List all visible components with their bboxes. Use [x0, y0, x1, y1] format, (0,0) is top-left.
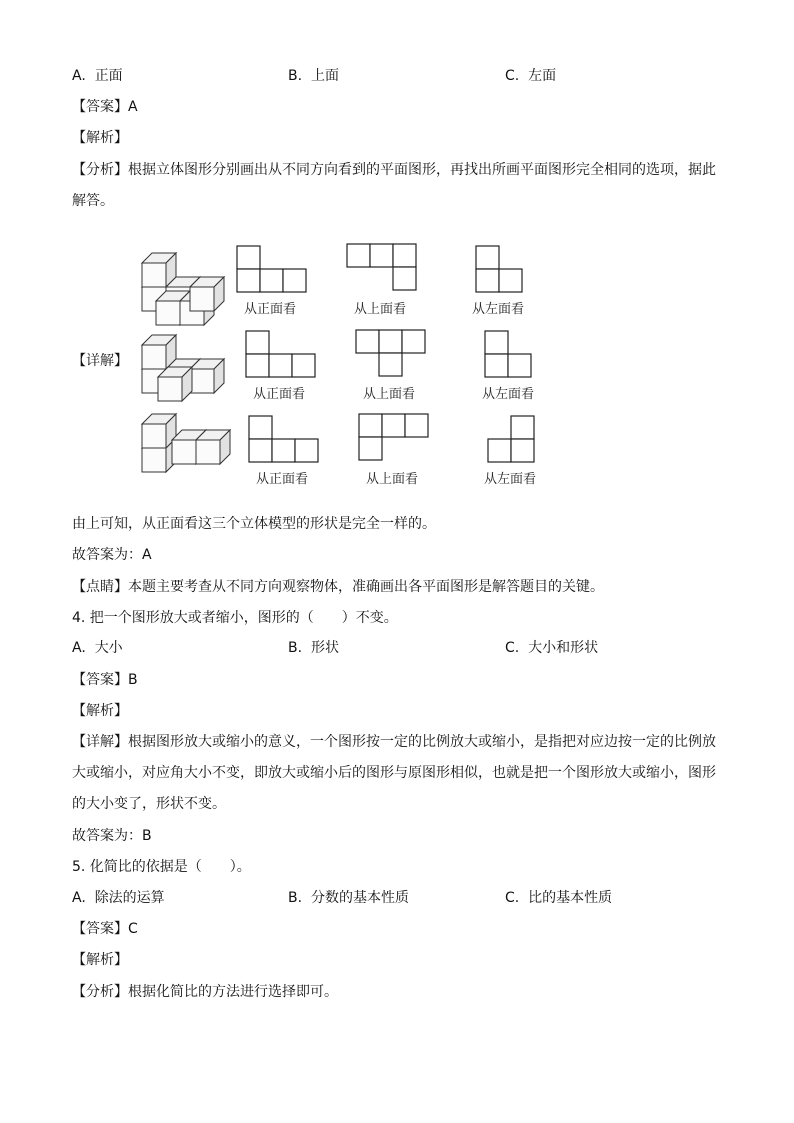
row2-front-view — [246, 331, 315, 377]
row1-left-label: 从左面看 — [471, 302, 525, 317]
row1-top-label: 从上面看 — [353, 302, 407, 317]
q3-conclusion: 由上可知，从正面看这三个立体模型的形状是完全一样的。 — [72, 516, 436, 532]
solid-1 — [142, 253, 224, 325]
q3-fenxi: 【分析】根据立体图形分别画出从不同方向看到的平面图形，再找出所画平面图形完全相同的选项，据此 — [72, 162, 716, 178]
three-view-figure — [0, 230, 794, 500]
row1-front-label: 从正面看 — [243, 302, 297, 317]
row1-left-view — [476, 246, 522, 292]
q4-stem: 4. 把一个图形放大或者缩小，图形的（ ）不变。 — [72, 610, 398, 626]
q5-option-b: B. 分数的基本性质 — [288, 890, 409, 906]
q3-answer: 【答案】A — [72, 99, 138, 115]
q5-option-c: C. 比的基本性质 — [505, 890, 613, 906]
q5-analysis-heading: 【解析】 — [72, 952, 128, 968]
row3-top-view — [359, 414, 428, 460]
row2-left-view — [485, 331, 531, 377]
q4-option-a: A. 大小 — [72, 640, 123, 656]
q3-option-a: A. 正面 — [72, 68, 123, 84]
q4-detail-cont-2: 的大小变了，形状不变。 — [72, 796, 226, 812]
q3-dianjing: 【点睛】本题主要考查从不同方向观察物体，准确画出各平面图形是解答题目的关键。 — [72, 579, 604, 595]
row2-left-label: 从左面看 — [481, 387, 535, 402]
q3-detail-heading: 【详解】 — [72, 353, 128, 369]
q3-option-b: B. 上面 — [288, 68, 339, 84]
q3-fenxi-cont: 解答。 — [72, 193, 114, 209]
q4-option-c: C. 大小和形状 — [505, 640, 599, 656]
row3-left-label: 从左面看 — [483, 472, 537, 487]
row1-front-view — [237, 246, 306, 292]
row1-top-view — [347, 244, 416, 290]
q3-analysis-heading: 【解析】 — [72, 130, 128, 146]
row2-top-view — [356, 330, 425, 376]
q4-detail: 【详解】根据图形放大或缩小的意义，一个图形按一定的比例放大或缩小，是指把对应边按一定的比例放 — [72, 734, 716, 750]
q5-answer: 【答案】C — [72, 921, 138, 937]
q3-option-c: C. 左面 — [505, 68, 557, 84]
q3-final-answer: 故答案为：A — [72, 547, 152, 563]
row3-front-label: 从正面看 — [255, 472, 309, 487]
solid-3 — [142, 414, 230, 472]
q4-option-b: B. 形状 — [288, 640, 339, 656]
q4-analysis-heading: 【解析】 — [72, 703, 128, 719]
solid-2 — [142, 335, 224, 401]
q4-detail-cont-1: 大或缩小，对应角大小不变，即放大或缩小后的图形与原图形相似，也就是把一个图形放大或缩小，图形 — [72, 765, 716, 781]
row2-top-label: 从上面看 — [362, 387, 416, 402]
row3-left-view — [488, 416, 534, 462]
row3-front-view — [249, 416, 318, 462]
row3-top-label: 从上面看 — [365, 472, 419, 487]
row2-front-label: 从正面看 — [252, 387, 306, 402]
q5-stem: 5. 化简比的依据是（ ）。 — [72, 859, 251, 875]
q4-answer: 【答案】B — [72, 672, 138, 688]
q4-final-answer: 故答案为：B — [72, 828, 152, 844]
q5-option-a: A. 除法的运算 — [72, 890, 165, 906]
q5-fenxi: 【分析】根据化简比的方法进行选择即可。 — [72, 984, 338, 1000]
